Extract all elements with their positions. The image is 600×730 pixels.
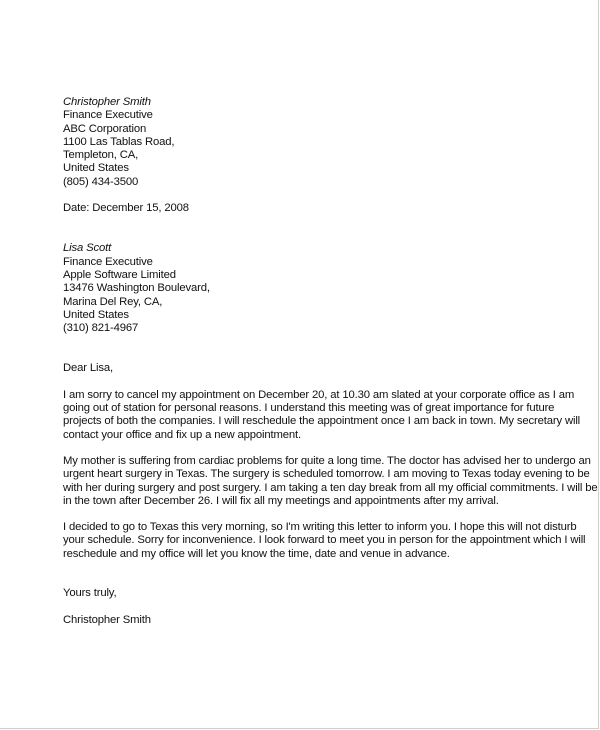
paragraph-line: going out of station for personal reasons. I understand this meeting was of great importance for future [63,402,555,415]
sender-name: Christopher Smith [63,96,151,108]
recipient-street: 13476 Washington Boulevard, [63,282,210,295]
sender-company: ABC Corporation [63,122,147,135]
recipient-title: Finance Executive [63,255,153,268]
paragraph-line: reschedule and my office will let you know the time, date and venue in advance. [63,547,450,560]
paragraph-3 [63,521,586,561]
recipient-name: Lisa Scott [63,242,112,255]
salutation: Dear Lisa, [63,362,113,375]
paragraph-line: in the town after December 26. I will fix all my meetings and appointments after my arrival. [63,494,499,507]
paragraph-line: your schedule. Sorry for inconvenience. I look forward to meet you in person for the appointment which I will [63,534,586,547]
paragraph-line: contact your office and fix up a new appointment. [63,428,301,441]
sender-address-block [63,96,553,189]
paragraph-1 [63,388,581,442]
recipient-phone: (310) 821-4967 [63,322,139,335]
salutation-block [63,362,553,375]
date-block [63,202,553,215]
paragraph-2 [63,454,598,508]
sender-country: United States [63,162,129,175]
closing: Yours truly, [63,587,117,600]
paragraph-line: urgent heart surgery in Texas. The surgery is scheduled tomorrow. I am moving to Texas today evening to be [63,468,590,481]
recipient-city: Marina Del Rey, CA, [63,295,163,308]
signature-block [63,614,553,627]
paragraph-line: I decided to go to Texas this very morning, so I'm writing this letter to inform you. I hope this will not disturb [63,521,577,534]
recipient-company: Apple Software Limited [63,268,176,281]
sender-phone: (805) 434-3500 [63,175,139,188]
paragraph-line: projects of both the companies. I will reschedule the appointment once I am back in town. My secretary will [63,415,581,428]
signature-name: Christopher Smith [63,614,151,627]
sender-title: Finance Executive [63,109,153,122]
paragraph-line: with her during surgery and post surgery. I am taking a ten day break from all my official commitments. I will be [63,481,598,494]
letter-date: Date: December 15, 2008 [63,202,189,215]
recipient-country: United States [63,308,129,321]
recipient-address-block [63,242,553,335]
paragraph-line: I am sorry to cancel my appointment on December 20, at 10.30 am slated at your corporate office as I am [63,388,575,401]
paragraph-line: My mother is suffering from cardiac problems for quite a long time. The doctor has advised her to undergo an [63,454,591,467]
sender-street: 1100 Las Tablas Road, [63,135,175,148]
sender-city: Templeton, CA, [63,149,139,162]
closing-block [63,587,553,600]
letter-body [63,96,598,628]
